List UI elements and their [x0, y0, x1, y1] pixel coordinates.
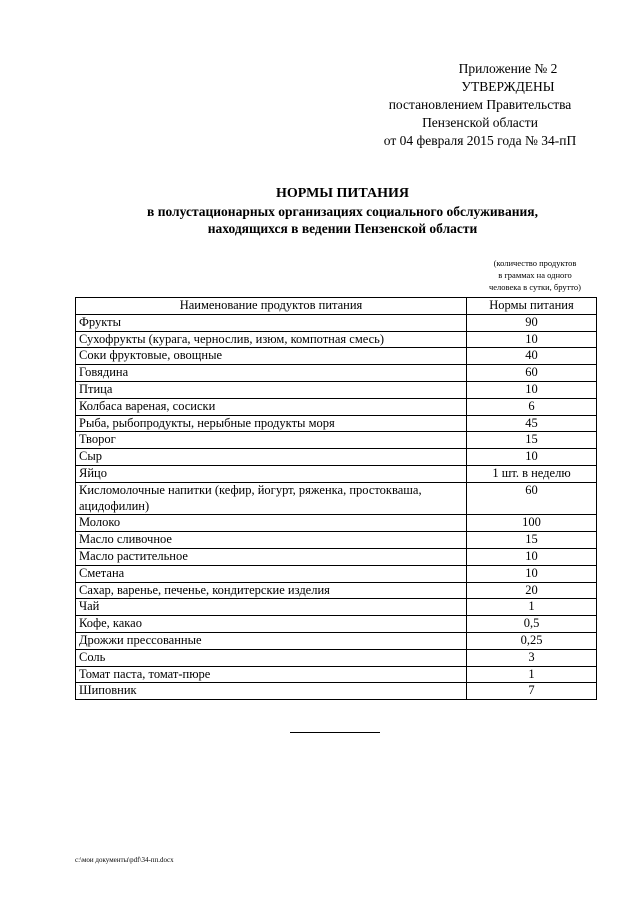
- table-row: [76, 565, 597, 582]
- product-name-cell: Сахар, варенье, печенье, кондитерские изделия: [76, 582, 467, 599]
- units-note-line-2: в граммах на одного: [498, 270, 572, 280]
- product-name-cell: Кисломолочные напитки (кефир, йогурт, ряженка, простокваша, ацидофилин): [76, 482, 467, 515]
- product-name-cell: Рыба, рыбопродукты, нерыбные продукты моря: [76, 415, 467, 432]
- norm-value-cell: 10: [467, 381, 597, 398]
- product-name-cell: Птица: [76, 381, 467, 398]
- norm-value-cell: 60: [467, 365, 597, 382]
- product-name-cell: Сухофрукты (курага, чернослив, изюм, компотная смесь): [76, 331, 467, 348]
- document-subtitle-1: в полустационарных организациях социального обслуживания,: [147, 204, 538, 219]
- table-body: [76, 314, 597, 699]
- norm-value-cell: 1 шт. в неделю: [467, 465, 597, 482]
- norm-value-cell: 90: [467, 314, 597, 331]
- table-row: [76, 683, 597, 700]
- norm-value-cell: 1: [467, 666, 597, 683]
- units-note-line-3: человека в сутки, брутто): [489, 282, 581, 292]
- table-header-row: [76, 298, 597, 315]
- document-title: НОРМЫ ПИТАНИЯ: [276, 186, 409, 201]
- header-norm: Нормы питания: [467, 298, 597, 315]
- norm-value-cell: 0,25: [467, 632, 597, 649]
- product-name-cell: Яйцо: [76, 465, 467, 482]
- product-name-cell: Колбаса вареная, сосиски: [76, 398, 467, 415]
- norm-value-cell: 6: [467, 398, 597, 415]
- end-divider: [290, 732, 380, 733]
- table-row: [76, 616, 597, 633]
- table-row: [76, 398, 597, 415]
- product-name-cell: Масло сливочное: [76, 532, 467, 549]
- table-row: [76, 432, 597, 449]
- nutrition-norms-table: [75, 297, 597, 700]
- document-title-block: [60, 185, 625, 237]
- norm-value-cell: 100: [467, 515, 597, 532]
- norm-value-cell: 40: [467, 348, 597, 365]
- product-name-cell: Сыр: [76, 449, 467, 466]
- product-name-cell: Кофе, какао: [76, 616, 467, 633]
- document-subtitle-2: находящихся в ведении Пензенской области: [207, 221, 478, 236]
- appendix-label: Приложение № 2: [458, 61, 558, 76]
- units-note: [465, 257, 605, 293]
- table-row: [76, 348, 597, 365]
- table-row: [76, 415, 597, 432]
- approval-line-1: постановлением Правительства: [388, 97, 572, 112]
- norm-value-cell: 3: [467, 649, 597, 666]
- norm-value-cell: 60: [467, 482, 597, 515]
- approval-line-2: Пензенской области: [422, 115, 538, 130]
- norm-value-cell: 15: [467, 432, 597, 449]
- product-name-cell: Соки фруктовые, овощные: [76, 348, 467, 365]
- product-name-cell: Шиповник: [76, 683, 467, 700]
- product-name-cell: Молоко: [76, 515, 467, 532]
- table-row: [76, 515, 597, 532]
- product-name-cell: Творог: [76, 432, 467, 449]
- norm-value-cell: 45: [467, 415, 597, 432]
- approved-label: УТВЕРЖДЕНЫ: [461, 79, 555, 94]
- norm-value-cell: 7: [467, 683, 597, 700]
- norm-value-cell: 20: [467, 582, 597, 599]
- product-name-cell: Чай: [76, 599, 467, 616]
- table-row: [76, 649, 597, 666]
- norm-value-cell: 10: [467, 331, 597, 348]
- product-name-cell: Масло растительное: [76, 548, 467, 565]
- product-name-cell: Дрожжи прессованные: [76, 632, 467, 649]
- product-name-cell: Томат паста, томат-пюре: [76, 666, 467, 683]
- footer-file-path: c:\мои документы\pdf\34-пп.docx: [75, 856, 174, 864]
- norm-value-cell: 1: [467, 599, 597, 616]
- table-row: [76, 365, 597, 382]
- table-row: [76, 314, 597, 331]
- product-name-cell: Сметана: [76, 565, 467, 582]
- norm-value-cell: 10: [467, 449, 597, 466]
- table-row: [76, 532, 597, 549]
- units-note-line-1: (количество продуктов: [493, 258, 577, 268]
- norm-value-cell: 10: [467, 548, 597, 565]
- table-row: [76, 381, 597, 398]
- norm-value-cell: 15: [467, 532, 597, 549]
- table-row: [76, 632, 597, 649]
- product-name-cell: Фрукты: [76, 314, 467, 331]
- table-row: [76, 548, 597, 565]
- table-row: [76, 482, 597, 515]
- product-name-cell: Соль: [76, 649, 467, 666]
- table-row: [76, 465, 597, 482]
- table-row: [76, 449, 597, 466]
- approval-line-3: от 04 февраля 2015 года № 34-пП: [383, 133, 577, 148]
- product-name-cell: Говядина: [76, 365, 467, 382]
- table-row: [76, 331, 597, 348]
- norm-value-cell: 0,5: [467, 616, 597, 633]
- table-row: [76, 582, 597, 599]
- table-row: [76, 599, 597, 616]
- header-product-name: Наименование продуктов питания: [76, 298, 467, 315]
- norm-value-cell: 10: [467, 565, 597, 582]
- table-row: [76, 666, 597, 683]
- approval-block: [330, 60, 630, 150]
